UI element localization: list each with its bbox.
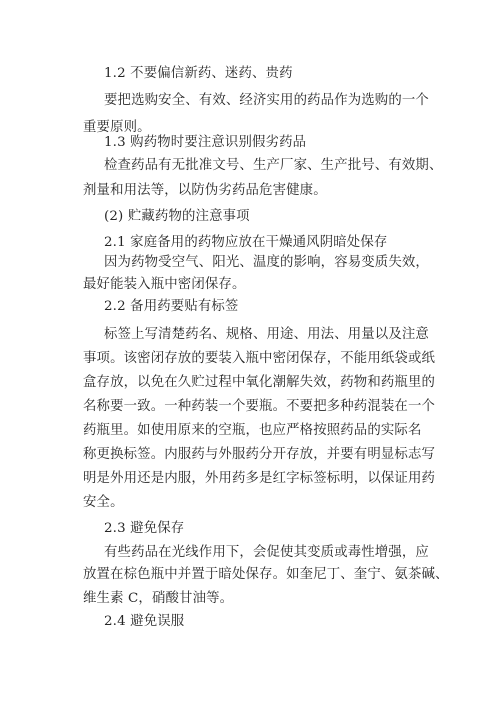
heading-2-1: 2.1 家庭备用的药物应放在干燥通风阴暗处保存 <box>104 235 388 250</box>
paragraph-line: 检查药品有无批准文号、生产厂家、生产批号、有效期、 <box>104 158 443 173</box>
heading-2-2: 2.2 备用药要贴有标签 <box>104 299 239 314</box>
heading-2-4: 2.4 避免误服 <box>104 614 185 629</box>
paragraph-line: 称更换标签。内服药与外服药分开存放，并要有明显标志写 <box>83 447 436 462</box>
paragraph-line: 维生素 C，硝酸甘油等。 <box>83 591 234 606</box>
paragraph-line: 因为药物受空气、阳光、温度的影响，容易变质失效， <box>104 255 429 270</box>
paragraph-line: 有些药品在光线作用下，会促使其变质或毒性增强，应 <box>104 545 429 560</box>
heading-2-3: 2.3 避免保存 <box>104 521 185 536</box>
paragraph-line: 重要原则。 <box>83 120 151 135</box>
paragraph-line: 最好能装入瓶中密闭保存。 <box>83 277 246 292</box>
heading-1-3: 1.3 购药物时要注意识别假劣药品 <box>104 135 307 150</box>
paragraph-line: 要把选购安全、有效、经济实用的药品作为选购的一个 <box>104 93 429 108</box>
paragraph-line: 标签上写清楚药名、规格、用途、用法、用量以及注意 <box>104 327 429 342</box>
paragraph-line: 剂量和用法等，以防伪劣药品危害健康。 <box>83 183 327 198</box>
paragraph-line: 放置在棕色瓶中并置于暗处保存。如奎尼丁、奎宁、氨茶碱、 <box>83 567 449 582</box>
paragraph-line: 盒存放，以免在久贮过程中氧化潮解失效，药物和药瓶里的 <box>83 375 436 390</box>
heading-1-2: 1.2 不要偏信新药、迷药、贵药 <box>104 66 293 81</box>
paragraph-line: 事项。该密闭存放的要装入瓶中密闭保存，不能用纸袋或纸 <box>83 351 436 366</box>
paragraph-line: 安全。 <box>83 495 124 510</box>
paragraph-line: 药瓶里。如使用原来的空瓶，也应严格按照药品的实际名 <box>83 423 422 438</box>
section-heading-2: (2) 贮藏药物的注意事项 <box>104 209 250 224</box>
paragraph-line: 明是外用还是内服，外用药多是红字标签标明，以保证用药 <box>83 471 436 486</box>
paragraph-line: 名称要一致。一种药装一个要瓶。不要把多种药混装在一个 <box>83 399 436 414</box>
